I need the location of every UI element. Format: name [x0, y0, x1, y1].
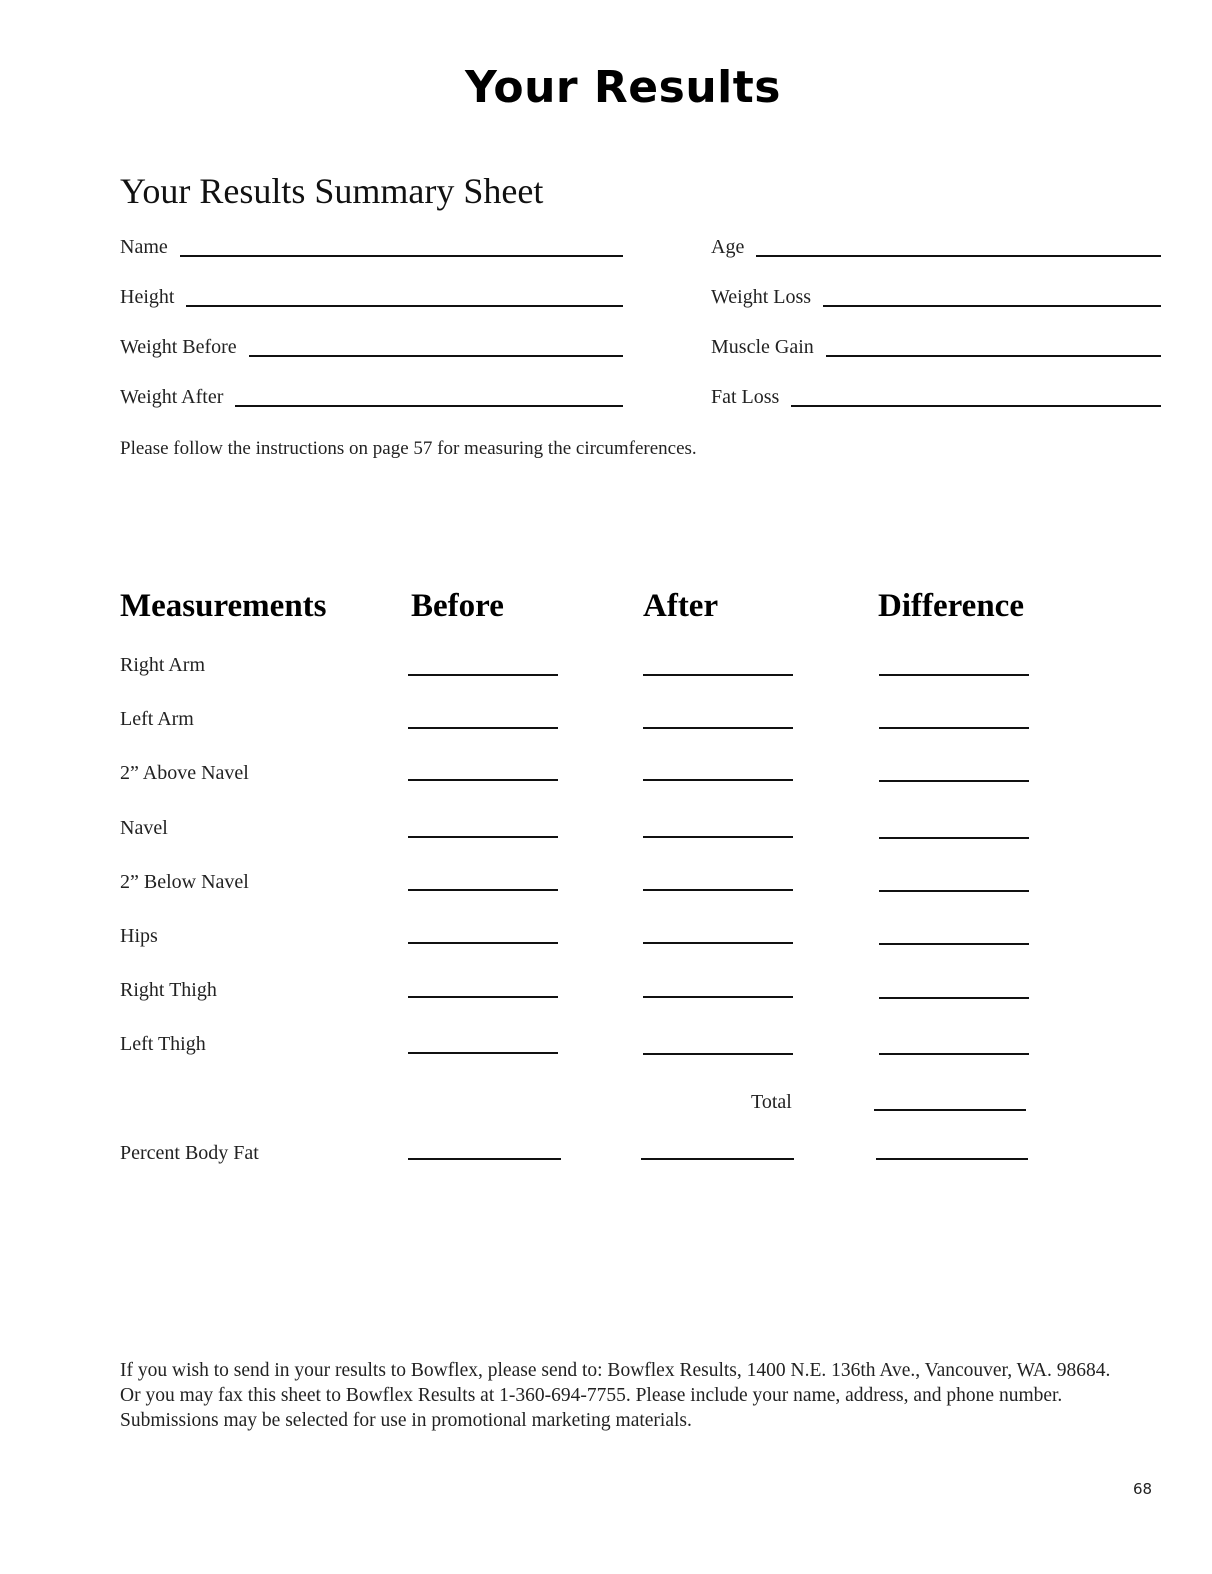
row-label-below-navel: 2” Below Navel [120, 871, 249, 893]
row-label-left-arm: Left Arm [120, 708, 194, 730]
row-label-percent-body-fat: Percent Body Fat [120, 1142, 259, 1164]
hips-before-input[interactable] [408, 942, 558, 944]
page-number: 68 [1133, 1480, 1153, 1498]
right-thigh-after-input[interactable] [643, 996, 793, 998]
body-fat-after-input[interactable] [641, 1158, 794, 1160]
height-input-line[interactable] [186, 305, 623, 307]
left-thigh-difference-input[interactable] [879, 1053, 1029, 1055]
weight-after-label: Weight After [120, 386, 224, 408]
height-field[interactable] [120, 286, 623, 309]
after-header: After [643, 588, 719, 624]
hips-difference-input[interactable] [879, 943, 1029, 945]
name-label: Name [120, 236, 168, 258]
body-fat-before-input[interactable] [408, 1158, 561, 1160]
difference-header: Difference [878, 588, 1024, 624]
sheet-title: Your Results Summary Sheet [120, 171, 544, 211]
age-label: Age [711, 236, 745, 258]
hips-after-input[interactable] [643, 942, 793, 944]
row-label-left-thigh: Left Thigh [120, 1033, 206, 1055]
submission-instructions: If you wish to send in your results to Bowflex, please send to: Bowflex Results, 1400 N.E. 136th Ave., Vancouver, WA. 98684. Or you may fax this sheet to Bowflex Results at 1-360-694-7755. Please include your name, address, and phone number. Submissions may be selected for use in promotional marketing materials. [120, 1360, 1111, 1431]
weight-after-input-line[interactable] [235, 405, 623, 407]
fat-loss-input-line[interactable] [791, 405, 1161, 407]
right-arm-before-input[interactable] [408, 674, 558, 676]
weight-loss-field[interactable] [711, 286, 1161, 309]
row-label-navel: Navel [120, 817, 168, 839]
muscle-gain-input-line[interactable] [826, 355, 1161, 357]
weight-loss-label: Weight Loss [711, 286, 812, 308]
age-input-line[interactable] [756, 255, 1161, 257]
muscle-gain-label: Muscle Gain [711, 336, 814, 358]
page-title: Your Results [465, 62, 781, 113]
above-navel-difference-input[interactable] [879, 780, 1029, 782]
above-navel-after-input[interactable] [643, 779, 793, 781]
below-navel-after-input[interactable] [643, 889, 793, 891]
height-label: Height [120, 286, 175, 308]
weight-before-field[interactable] [120, 336, 623, 359]
right-arm-after-input[interactable] [643, 674, 793, 676]
before-header: Before [411, 588, 504, 624]
fat-loss-label: Fat Loss [711, 386, 780, 408]
measurements-header: Measurements [120, 588, 327, 624]
instructions-text: Please follow the instructions on page 57 for measuring the circumferences. [120, 438, 697, 459]
total-difference-input[interactable] [874, 1109, 1026, 1111]
fat-loss-field[interactable] [711, 386, 1161, 409]
weight-after-field[interactable] [120, 386, 623, 409]
navel-before-input[interactable] [408, 836, 558, 838]
weight-before-input-line[interactable] [249, 355, 623, 357]
age-field[interactable] [711, 236, 1161, 259]
name-field[interactable] [120, 236, 623, 259]
right-arm-difference-input[interactable] [879, 674, 1029, 676]
navel-after-input[interactable] [643, 836, 793, 838]
weight-loss-input-line[interactable] [823, 305, 1161, 307]
body-fat-difference-input[interactable] [876, 1158, 1028, 1160]
total-label: Total [751, 1091, 792, 1113]
below-navel-difference-input[interactable] [879, 890, 1029, 892]
left-arm-difference-input[interactable] [879, 727, 1029, 729]
weight-before-label: Weight Before [120, 336, 237, 358]
navel-difference-input[interactable] [879, 837, 1029, 839]
row-label-right-thigh: Right Thigh [120, 979, 217, 1001]
name-input-line[interactable] [180, 255, 623, 257]
row-label-above-navel: 2” Above Navel [120, 762, 249, 784]
left-arm-before-input[interactable] [408, 727, 558, 729]
left-thigh-after-input[interactable] [643, 1053, 793, 1055]
left-arm-after-input[interactable] [643, 727, 793, 729]
row-label-right-arm: Right Arm [120, 654, 206, 676]
left-thigh-before-input[interactable] [408, 1052, 558, 1054]
above-navel-before-input[interactable] [408, 779, 558, 781]
right-thigh-before-input[interactable] [408, 996, 558, 998]
muscle-gain-field[interactable] [711, 336, 1161, 359]
right-thigh-difference-input[interactable] [879, 997, 1029, 999]
below-navel-before-input[interactable] [408, 889, 558, 891]
row-label-hips: Hips [120, 925, 158, 947]
